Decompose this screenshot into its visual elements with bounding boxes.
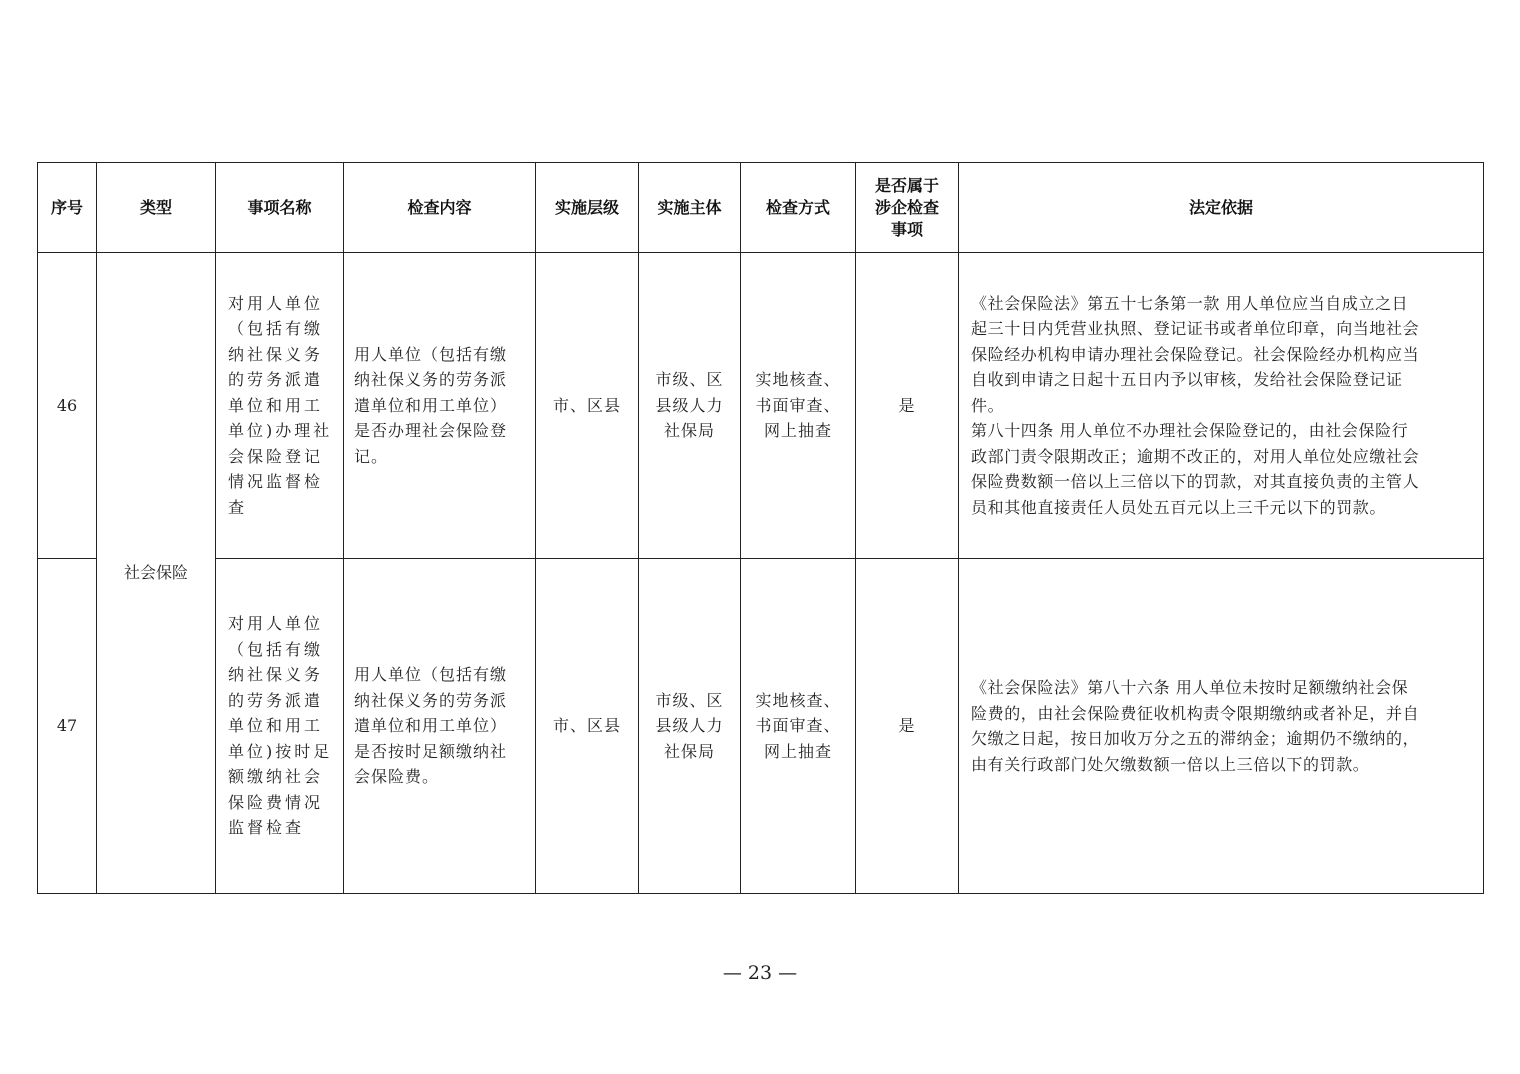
legal-basis: 《社会保险法》第八十六条 用人单位未按时足额缴纳社会保 险费的，由社会保险费征收机构责令限期缴纳或者补足，并自 欠缴之日起，按日加收万分之五的滞纳金；逾期仍不缴纳的， 由有关行政部门处欠缴数额一倍以上三倍以下的罚款。 <box>971 678 1420 774</box>
level-cell <box>536 253 639 559</box>
header-basis: 法定依据 <box>959 163 1484 253</box>
type-label: 社会保险 <box>123 563 188 583</box>
inspection-method: 实地核查、 书面审查、 网上抽查 <box>755 370 841 441</box>
item-name: 对用人单位 （包括有缴 纳社保义务 的劳务派遣 单位和用工 单位)按时足 额缴纳社会 保险费情况 监督检查 <box>228 614 333 838</box>
implementation-level: 市、区县 <box>552 395 621 415</box>
header-content: 检查内容 <box>344 163 536 253</box>
type-cell <box>97 253 216 894</box>
inspection-method: 实地核查、 书面审查、 网上抽查 <box>755 690 841 761</box>
enterprise-cell <box>856 559 959 894</box>
header-row <box>38 163 1484 253</box>
row-seq: 47 <box>38 559 97 894</box>
row-seq: 46 <box>38 253 97 559</box>
item-name-cell <box>216 559 344 894</box>
inspection-table <box>37 162 1484 894</box>
enterprise-flag: 是 <box>898 716 916 736</box>
method-cell <box>741 559 856 894</box>
implementation-subject: 市级、区 县级人力 社保局 <box>655 690 724 761</box>
implementation-subject: 市级、区 县级人力 社保局 <box>655 370 724 441</box>
implementation-level: 市、区县 <box>552 716 621 736</box>
header-level: 实施层级 <box>536 163 639 253</box>
header-enterprise-text: 是否属于 涉企检查 事项 <box>874 175 939 239</box>
header-subject: 实施主体 <box>639 163 741 253</box>
item-name-cell <box>216 253 344 559</box>
basis-cell <box>959 253 1484 559</box>
header-enterprise <box>856 163 959 253</box>
level-cell <box>536 559 639 894</box>
enterprise-cell <box>856 253 959 559</box>
basis-cell <box>959 559 1484 894</box>
content-cell <box>344 253 536 559</box>
item-name: 对用人单位 （包括有缴 纳社保义务 的劳务派遣 单位和用工 单位)办理社 会保险登记 情况监督检 查 <box>228 293 333 517</box>
table-row <box>38 559 1484 894</box>
inspection-content: 用人单位（包括有缴 纳社保义务的劳务派 遣单位和用工单位） 是否办理社会保险登 记。 <box>354 344 508 466</box>
inspection-content: 用人单位（包括有缴 纳社保义务的劳务派 遣单位和用工单位） 是否按时足额缴纳社 会保险费。 <box>354 665 508 787</box>
subject-cell <box>639 253 741 559</box>
page-number: — 23 — <box>722 962 798 984</box>
legal-basis: 《社会保险法》第五十七条第一款 用人单位应当自成立之日 起三十日内凭营业执照、登记证书或者单位印章，向当地社会 保险经办机构申请办理社会保险登记。社会保险经办机构应当 自收到申请之日起十五日内予以审核，发给社会保险登记证 件。 第八十四条 用人单位不办理社会保险登记的，由社会保险行 政部门责令限期改正；逾期不改正的，对用人单位处应缴社会 保险费数额一倍以上三倍以下的罚款，对其直接负责的主管人 员和其他直接责任人员处五百元以上三千元以下的罚款。 <box>971 293 1420 517</box>
content-cell <box>344 559 536 894</box>
header-type: 类型 <box>97 163 216 253</box>
enterprise-flag: 是 <box>898 395 916 415</box>
header-method: 检查方式 <box>741 163 856 253</box>
header-item-name: 事项名称 <box>216 163 344 253</box>
subject-cell <box>639 559 741 894</box>
method-cell <box>741 253 856 559</box>
table-row <box>38 253 1484 559</box>
header-seq: 序号 <box>38 163 97 253</box>
